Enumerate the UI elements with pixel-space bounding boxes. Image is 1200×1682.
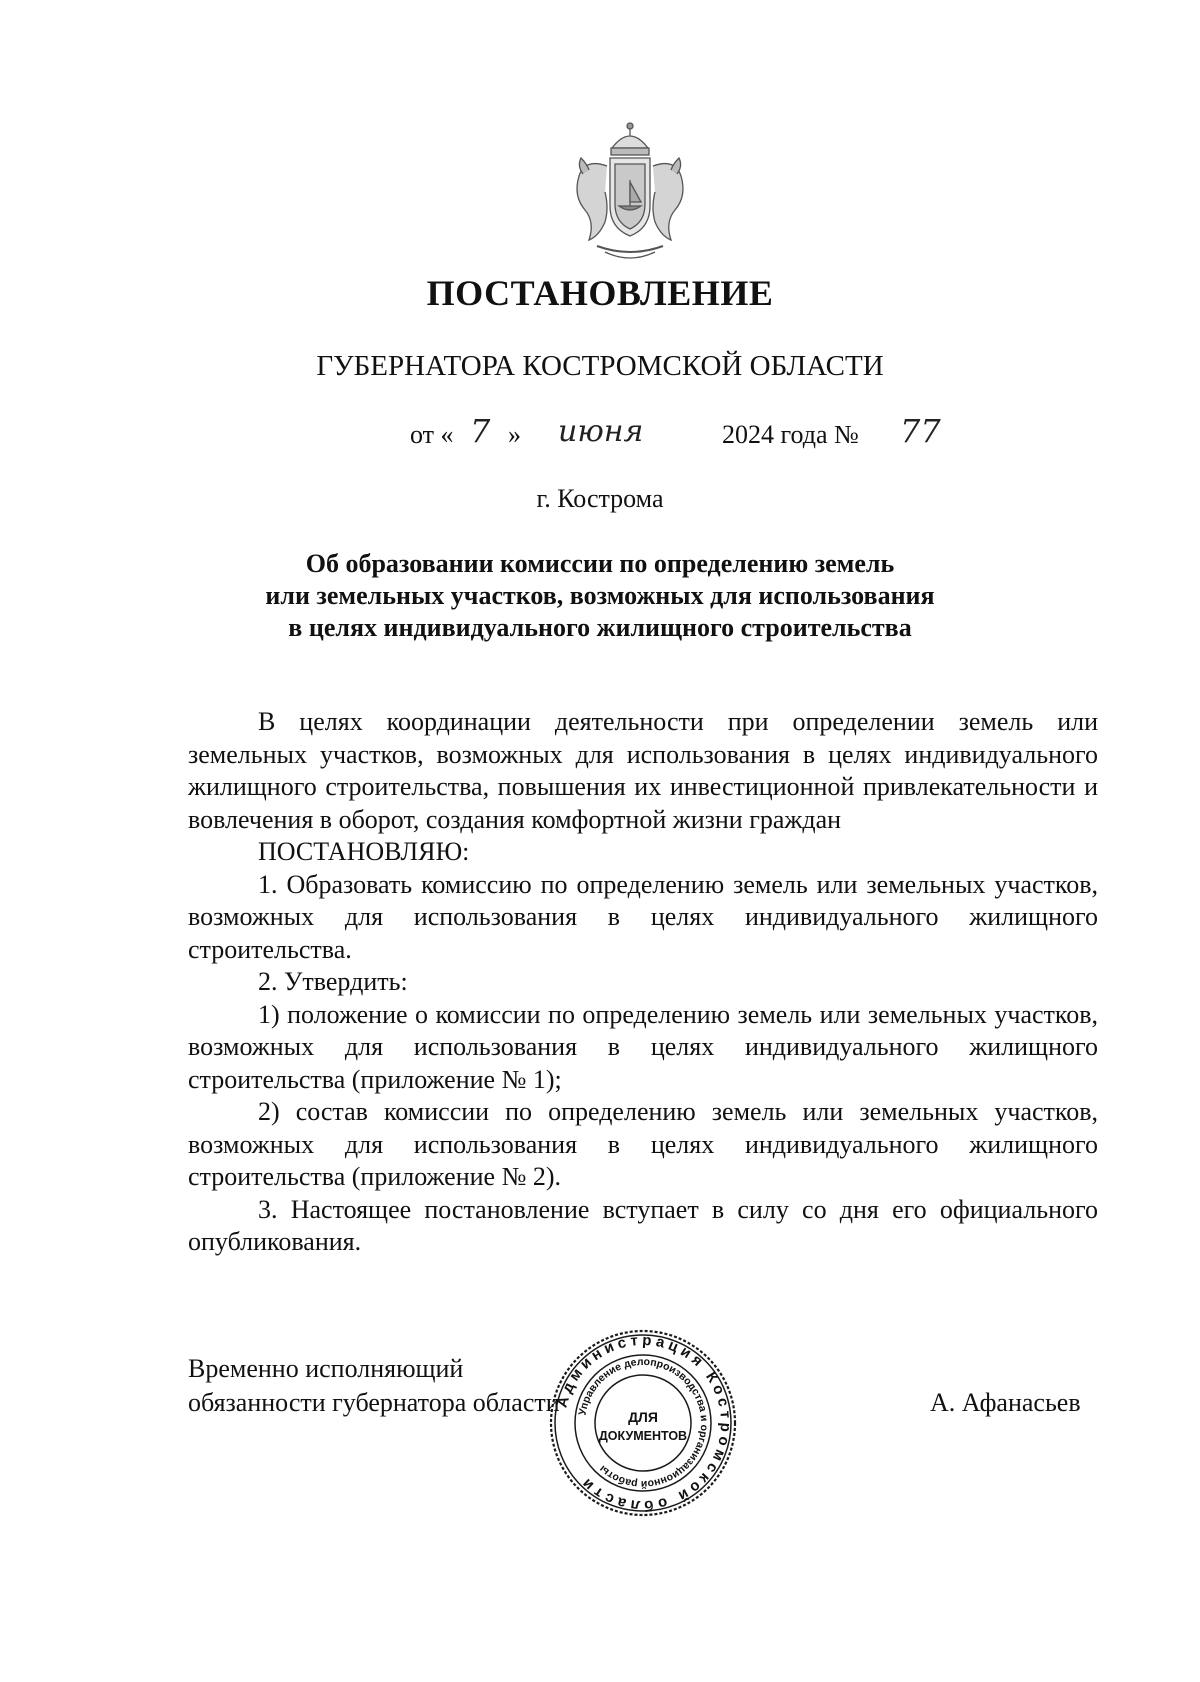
document-issuer: ГУБЕРНАТОРА КОСТРОМСКОЙ ОБЛАСТИ xyxy=(316,350,884,382)
document-title: ПОСТАНОВЛЕНИЕ xyxy=(426,273,774,313)
stamp-center-line: ДЛЯ xyxy=(628,1409,658,1425)
stamp-inner-text: Управление делопроизводства и организационной работы xyxy=(576,1355,711,1491)
signatory-name: А. Афанасьев xyxy=(930,1388,1081,1417)
document-body xyxy=(188,706,1098,1259)
date-prefix: от « xyxy=(410,420,454,449)
stamp-center-line: ДОКУМЕНТОВ xyxy=(598,1429,688,1443)
preamble-paragraph: В целях координации деятельности при определении земель или земельных участков, возможных для использования в целях индивидуального жилищного строительства, повышения их инвестиционной привлекательности и вовлечения в оборот, создания комфортной жизни граждан xyxy=(188,707,1098,834)
document-date xyxy=(410,412,970,464)
signatory-position-line: обязанности губернатора области xyxy=(188,1388,560,1417)
date-day-handwritten: 7 xyxy=(470,412,491,450)
stamp-outer-text: Администрация Костромской области xyxy=(553,1331,735,1515)
resolve-word: ПОСТАНОВЛЯЮ: xyxy=(258,837,470,866)
heading-line: или земельных участков, возможных для использования xyxy=(265,581,935,610)
clause-3: 3. Настоящее постановление вступает в силу со дня его официального опубликования. xyxy=(188,1194,1098,1256)
document-city: г. Кострома xyxy=(536,484,664,513)
heading-line: в целях индивидуального жилищного строительства xyxy=(288,613,912,642)
date-month-handwritten: июня xyxy=(558,414,644,449)
document-heading xyxy=(0,548,1200,644)
heading-line: Об образовании комиссии по определению земель xyxy=(305,549,895,578)
clause-2-subitem-2: 2) состав комиссии по определению земель или земельных участков, возможных для использования в целях индивидуального жилищного строительства (приложение № 2). xyxy=(188,1097,1098,1191)
clause-2-subitem-1: 1) положение о комиссии по определению земель или земельных участков, возможных для использования в целях индивидуального жилищного строительства (приложение № 1); xyxy=(188,999,1098,1094)
signatory-position-line: Временно исполняющий xyxy=(188,1354,464,1383)
clause-2: 2. Утвердить: xyxy=(258,967,408,996)
signatory-position xyxy=(188,1352,560,1420)
date-close-quote: » xyxy=(508,420,521,449)
date-year-text: 2024 года № xyxy=(722,420,859,449)
official-stamp xyxy=(548,1328,738,1518)
coat-of-arms-icon xyxy=(555,118,705,268)
clause-1: 1. Образовать комиссию по определению земель или земельных участков, возможных для использования в целях индивидуального жилищного строительства. xyxy=(188,869,1098,964)
document-number-handwritten: 77 xyxy=(900,412,941,450)
